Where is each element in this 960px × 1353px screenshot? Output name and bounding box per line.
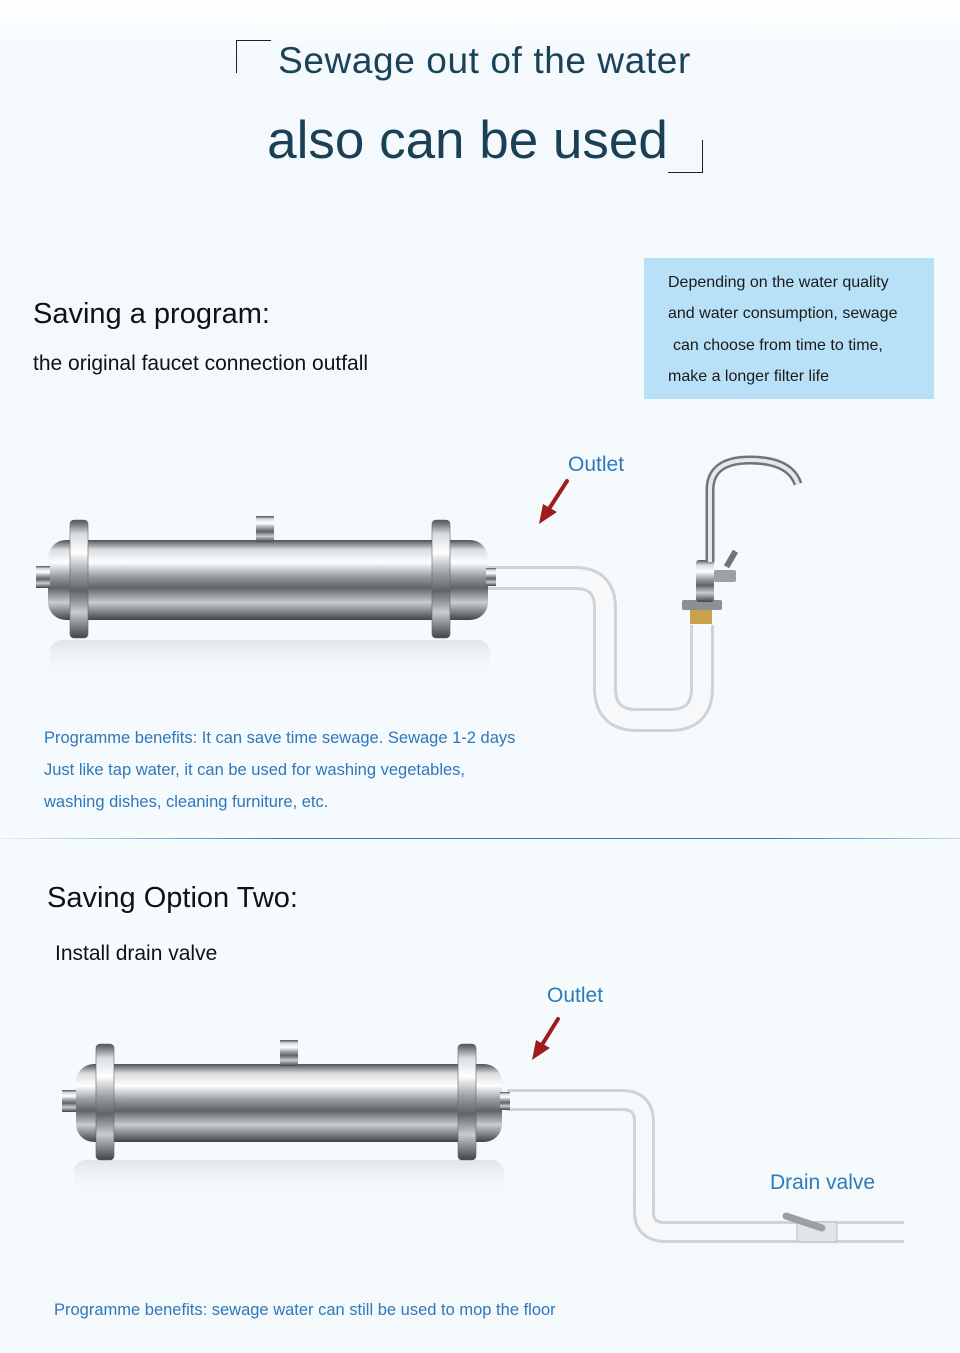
option-one-diagram: [30, 450, 820, 740]
option-two-benefit-line: Programme benefits: sewage water can still be used to mop the floor: [54, 1301, 556, 1319]
option-two-subtitle: Install drain valve: [55, 942, 218, 965]
water-quality-note: [644, 258, 934, 399]
option-one-benefit-line: washing dishes, cleaning furniture, etc.: [44, 793, 329, 811]
outlet-label: Outlet: [547, 984, 604, 1007]
option-one-benefit-line: Programme benefits: It can save time sewage. Sewage 1-2 days: [44, 729, 516, 747]
option-two-diagram: [52, 1030, 912, 1260]
section-divider: [0, 838, 960, 839]
note-line: can choose from time to time,: [673, 337, 883, 354]
note-line: make a longer filter life: [668, 368, 829, 385]
page-title-line-1: Sewage out of the water: [278, 40, 691, 81]
note-line: Depending on the water quality: [668, 274, 889, 291]
outlet-label: Outlet: [568, 453, 625, 476]
option-one-title: Saving a program:: [33, 298, 270, 330]
drain-valve-label: Drain valve: [770, 1171, 876, 1194]
option-one-subtitle: the original faucet connection outfall: [33, 352, 369, 375]
option-two-title: Saving Option Two:: [47, 882, 298, 914]
page-title-line-2: also can be used: [267, 111, 668, 170]
note-line: and water consumption, sewage: [668, 305, 898, 322]
option-one-benefit-line: Just like tap water, it can be used for washing vegetables,: [44, 761, 465, 779]
